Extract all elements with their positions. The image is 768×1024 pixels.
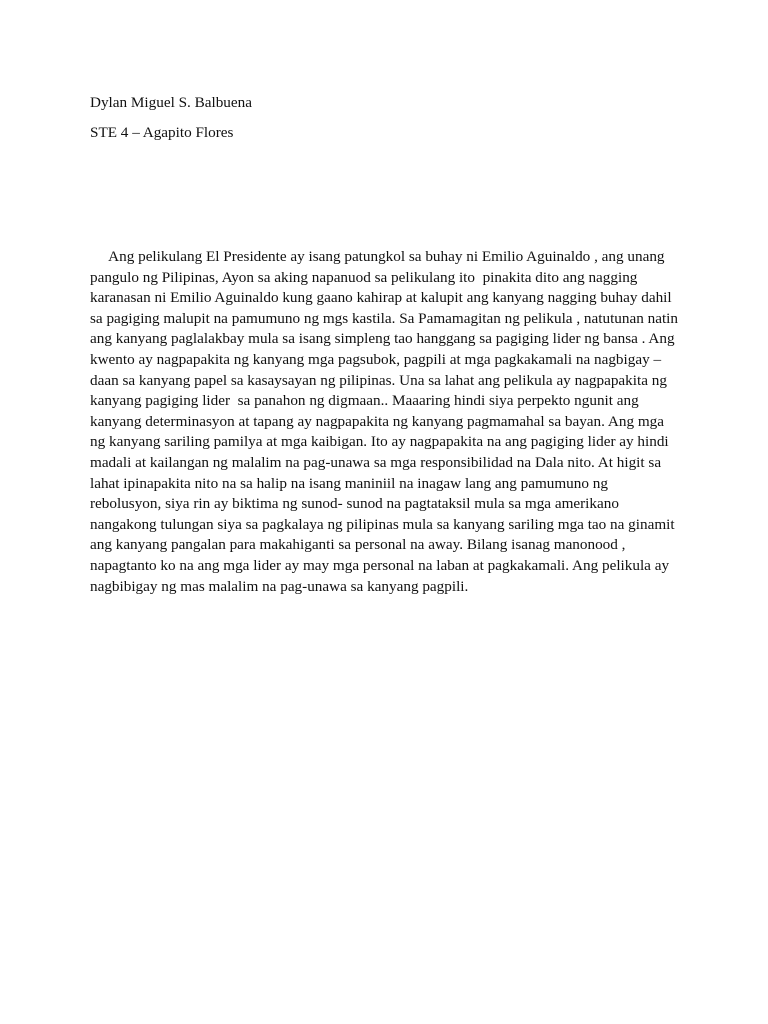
paragraph-line: sa pagiging malupit na pamumuno ng mgs kastila. Sa Pamamagitan ng pelikula , natutunan natin <box>90 309 678 327</box>
paragraph-line: Ang pelikulang El Presidente ay isang patungkol sa buhay ni Emilio Aguinaldo , ang unang <box>90 248 665 265</box>
paragraph-line: rebolusyon, siya rin ay biktima ng sunod- sunod na pagtataksil mula sa mga amerikano <box>90 495 619 513</box>
paragraph-line: kanyang pagiging lider sa panahon ng digmaan.. Maaaring hindi siya perpekto ngunit ang <box>90 392 639 410</box>
paragraph-line: karanasan ni Emilio Aguinaldo kung gaano kahirap at kalupit ang kanyang nagging buhay dahil <box>90 289 672 307</box>
paragraph-line: napagtanto ko na ang mga lider ay may mga personal na laban at pagkakamali. Ang pelikula ay <box>90 556 670 574</box>
paragraph-line: kwento ay nagpapakita ng kanyang mga pagsubok, pagpili at mga pagkakamali na nagbigay – <box>90 350 662 368</box>
essay-paragraph <box>90 247 690 597</box>
paragraph-line: kanyang determinasyon at tapang ay nagpapakita ng kanyang pagmamahal sa bayan. Ang mga <box>90 412 664 430</box>
paragraph-line: madali at kailangan ng malalim na pag-unawa sa mga responsibilidad na Dala nito. At higit sa <box>90 453 662 471</box>
paragraph-line: daan sa kanyang papel sa kasaysayan ng pilipinas. Una sa lahat ang pelikula ay nagpapakita ng <box>90 371 667 389</box>
paragraph-line: ang kanyang pangalan para makahiganti sa personal na away. Bilang isanag manonood , <box>90 536 626 554</box>
section-teacher: STE 4 – Agapito Flores <box>90 124 234 141</box>
paragraph-line: ng kanyang sariling pamilya at mga kaibigan. Ito ay nagpapakita na ang pagiging lider ay hindi <box>90 433 669 451</box>
paragraph-line: nagbibigay ng mas malalim na pag-unawa sa kanyang pagpili. <box>90 577 469 595</box>
paragraph-line: pangulo ng Pilipinas, Ayon sa aking napanuod sa pelikulang ito pinakita dito ang nagging <box>90 268 638 286</box>
paragraph-line: lahat ipinapakita nito na sa halip na isang maniniil na inagaw lang ang pamumuno ng <box>90 474 608 492</box>
author-name: Dylan Miguel S. Balbuena <box>90 94 252 111</box>
paragraph-line: nangakong tulungan siya sa pagkalaya ng pilipinas mula sa kanyang sariling mga tao na ginamit <box>90 515 675 533</box>
paragraph-line: ang kanyang paglalakbay mula sa isang simpleng tao hanggang sa pagiging lider ng bansa . Ang <box>90 330 675 348</box>
